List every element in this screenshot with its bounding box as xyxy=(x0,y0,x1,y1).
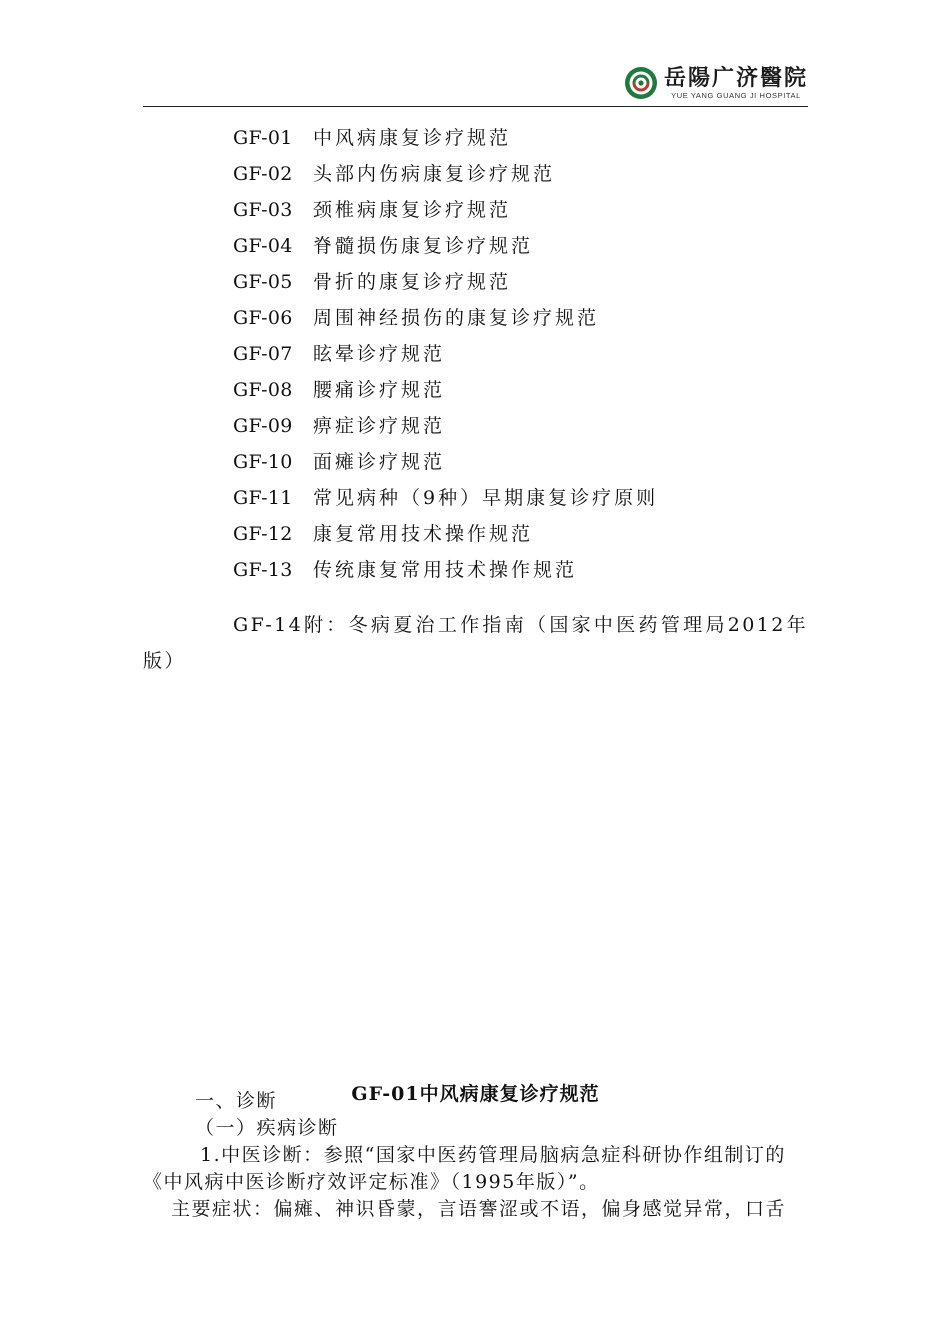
toc-title: 痹症诊疗规范 xyxy=(313,415,446,437)
toc-code: GF-03 xyxy=(233,199,293,221)
toc-item xyxy=(233,552,808,588)
toc-item xyxy=(233,228,808,264)
logo-name: 岳陽广济醫院 xyxy=(663,64,808,91)
section-body xyxy=(143,1088,808,1223)
section-title: GF-01中风病康复诊疗规范 xyxy=(351,1082,600,1105)
hospital-logo xyxy=(624,66,808,100)
toc-item xyxy=(233,444,808,480)
heading-disease-diagnosis: （一）疾病诊断 xyxy=(195,1117,339,1139)
toc-item xyxy=(233,192,808,228)
toc-title: 头部内伤病康复诊疗规范 xyxy=(313,163,556,185)
toc-title: 眩晕诊疗规范 xyxy=(313,343,446,365)
toc-code: GF-01 xyxy=(233,127,293,149)
toc-code: GF-06 xyxy=(233,307,293,329)
toc-item xyxy=(233,156,808,192)
paragraph-main-symptoms: 主要症状：偏瘫、神识昏蒙，言语謇涩或不语，偏身感觉异常，口舌 xyxy=(171,1198,787,1220)
toc-code: GF-13 xyxy=(233,559,293,581)
toc-code: GF-08 xyxy=(233,379,293,401)
toc-title: 骨折的康复诊疗规范 xyxy=(313,271,512,293)
toc-code: GF-07 xyxy=(233,343,293,365)
paragraph-tcm-diagnosis: 1.中医诊断：参照“国家中医药管理局脑病急症科研协作组制订的《中风病中医诊断疗效评定标准》（1995年版）”。 xyxy=(143,1144,786,1193)
toc-code: GF-12 xyxy=(233,523,293,545)
toc-item xyxy=(233,300,808,336)
toc-title: 周围神经损伤的康复诊疗规范 xyxy=(313,307,600,329)
toc-code: GF-11 xyxy=(233,487,293,509)
toc-code: GF-04 xyxy=(233,235,293,257)
toc-item xyxy=(233,120,808,156)
toc-item xyxy=(233,480,808,516)
logo-text-block xyxy=(663,64,808,100)
table-of-contents xyxy=(233,120,808,588)
toc-title: 中风病康复诊疗规范 xyxy=(313,127,512,149)
heading-diagnosis: 一、诊断 xyxy=(195,1090,278,1112)
toc-title: 传统康复常用技术操作规范 xyxy=(313,559,578,581)
toc-code: GF-10 xyxy=(233,451,293,473)
toc-title: 康复常用技术操作规范 xyxy=(313,523,534,545)
toc-title: 常见病种（9种）早期康复诊疗原则 xyxy=(313,487,659,509)
hospital-emblem-icon xyxy=(624,66,658,100)
toc-item xyxy=(233,408,808,444)
page-header xyxy=(143,60,808,107)
toc-code: GF-05 xyxy=(233,271,293,293)
toc-title: 腰痛诊疗规范 xyxy=(313,379,446,401)
toc-title: 面瘫诊疗规范 xyxy=(313,451,446,473)
toc-item xyxy=(233,264,808,300)
toc-item-appendix: GF-14附：冬病夏治工作指南（国家中医药管理局2012年版） xyxy=(143,614,808,672)
toc-code: GF-02 xyxy=(233,163,293,185)
logo-subtitle: YUE YANG GUANG JI HOSPITAL xyxy=(671,90,801,100)
toc-title: 脊髓损伤康复诊疗规范 xyxy=(313,235,534,257)
toc-code: GF-09 xyxy=(233,415,293,437)
toc-item xyxy=(233,336,808,372)
toc-item xyxy=(233,516,808,552)
toc-title: 颈椎病康复诊疗规范 xyxy=(313,199,512,221)
toc-item xyxy=(233,372,808,408)
